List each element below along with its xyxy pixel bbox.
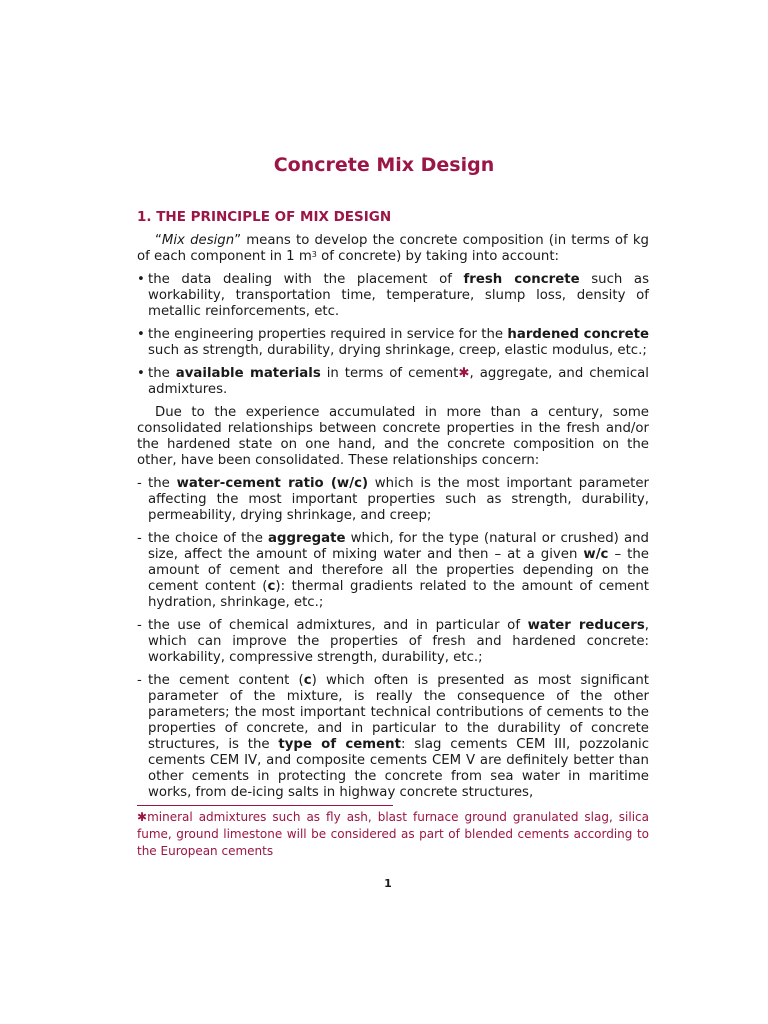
item-emphasis: water reducers — [527, 618, 645, 633]
item-emphasis: available materials — [175, 366, 321, 381]
bullet-marker: • — [137, 272, 145, 287]
considerations-list — [137, 272, 649, 398]
item-text: ) which often is presented as most significant parameter of the mixture, is really the consequence of the other parameters; the most important technical contributions of cements to the properties of concrete, and in particular to the durability of concrete structures, is the — [148, 673, 649, 752]
item-text: the cement content ( — [148, 673, 304, 688]
item-text: such as strength, durability, drying shrinkage, creep, elastic modulus, etc.; — [148, 343, 647, 358]
item-emphasis: fresh concrete — [463, 272, 580, 287]
superscript-3: 3 — [311, 250, 317, 259]
item-emphasis: type of cement — [278, 737, 401, 752]
quote-close: ” — [234, 233, 242, 248]
item-text: – the amount of cement and therefore all the properties depending on the cement content ( — [148, 547, 649, 594]
relationships-list — [137, 476, 649, 801]
footnote-marker: ✱ — [458, 366, 470, 381]
list-item — [137, 673, 649, 801]
dash-marker: - — [137, 673, 142, 688]
list-item — [137, 272, 649, 320]
section-heading: 1. THE PRINCIPLE OF MIX DESIGN — [137, 209, 392, 225]
item-text: which, for the type (natural or crushed) and size, affect the amount of mixing water and then – at a given — [148, 531, 649, 562]
page-number: 1 — [384, 877, 392, 890]
intro-text-end: of concrete) by taking into account: — [316, 249, 560, 264]
dash-marker: - — [137, 618, 142, 633]
item-text: ): thermal gradients related to the amount of cement hydration, shrinkage, etc.; — [148, 579, 649, 610]
dash-marker: - — [137, 531, 142, 546]
bullet-marker: • — [137, 327, 145, 342]
item-emphasis: hardened concrete — [507, 327, 650, 342]
bullet-marker: • — [137, 366, 145, 381]
item-text: which is the most important parameter affecting the most important properties such as strength, durability, permeability, drying shrinkage, and creep; — [148, 476, 649, 523]
item-emphasis: c — [267, 579, 276, 594]
item-text: the choice of the — [148, 531, 269, 546]
list-item — [137, 618, 649, 666]
item-text: , aggregate, and chemical admixtures. — [148, 366, 649, 397]
item-emphasis: aggregate — [268, 531, 346, 546]
list-item — [137, 327, 649, 359]
intro-paragraph — [137, 233, 649, 265]
item-emphasis: c — [303, 673, 312, 688]
item-emphasis: water-cement ratio (w/c) — [176, 476, 369, 491]
item-text: the — [148, 476, 177, 491]
quote-open: “ — [155, 233, 162, 248]
item-text: the data dealing with the placement of — [148, 272, 464, 287]
item-text: the — [148, 366, 176, 381]
list-item — [137, 531, 649, 611]
list-item — [137, 366, 649, 398]
list-item — [137, 476, 649, 524]
item-text: the use of chemical admixtures, and in particular of — [148, 618, 528, 633]
intro-text: means to develop the concrete composition (in terms of kg of each component in 1 m — [137, 233, 650, 264]
footnote-text: mineral admixtures such as fly ash, blast furnace ground granulated slag, silica fume, ground limestone will be considered as part of blended cements according to the European cements — [137, 810, 649, 858]
item-text: , which can improve the properties of fresh and hardened concrete: workability, compressive strength, durability, etc.; — [148, 618, 649, 665]
item-text: : slag cements CEM III, pozzolanic cements CEM IV, and composite cements CEM V are definitely better than other cements in protecting the concrete from sea water in maritime works, from de-icing salts in highway concrete structures, — [148, 737, 650, 800]
item-text: in terms of cement — [320, 366, 459, 381]
document-title: Concrete Mix Design — [273, 154, 495, 176]
dash-marker: - — [137, 476, 142, 491]
body-text — [137, 233, 649, 808]
item-text: such as workability, transportation time, temperature, slump loss, density of metallic reinforcements, etc. — [148, 272, 649, 319]
mix-design-term: Mix design — [161, 233, 235, 248]
footnote-star: ✱ — [137, 810, 148, 824]
footnote-divider — [137, 805, 393, 806]
item-text: the engineering properties required in service for the — [148, 327, 508, 342]
item-emphasis: w/c — [583, 547, 609, 562]
experience-paragraph: Due to the experience accumulated in more than a century, some consolidated relationships between concrete properties in the fresh and/or the hardened state on one hand, and the concrete composition on the other, have been consolidated. These relationships concern: — [137, 405, 649, 468]
footnote — [137, 809, 649, 860]
